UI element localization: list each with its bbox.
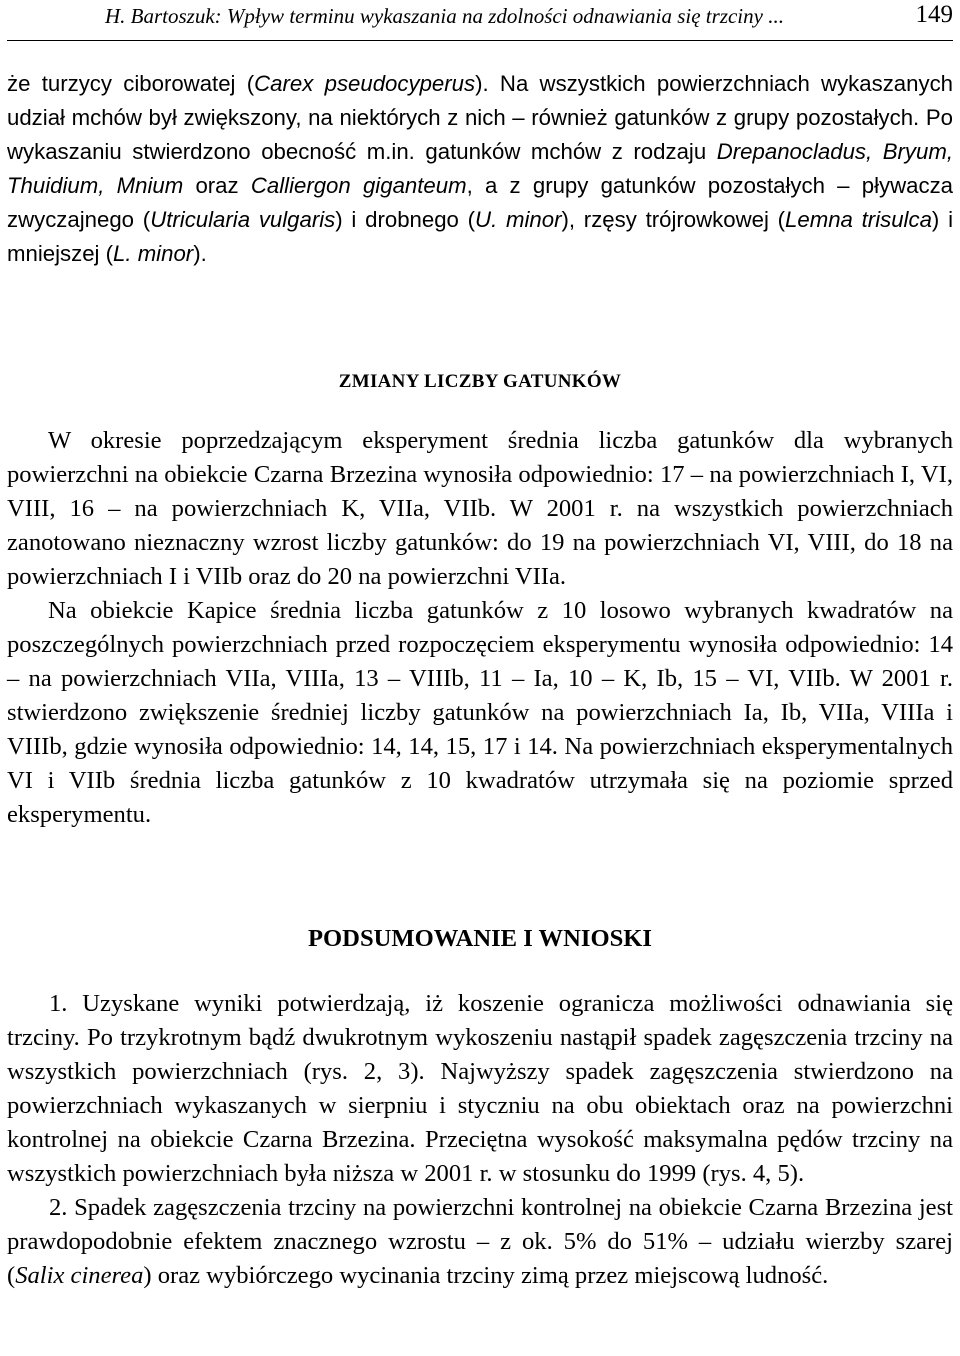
text-run: , a z grupy gatunków pozostałych – pływacza zwyczajnego ( <box>7 173 953 232</box>
species-name: Calliergon giganteum <box>250 173 467 198</box>
text-run: że turzycy ciborowatej ( <box>7 71 255 96</box>
document-page <box>7 0 954 1289</box>
conclusion-2 <box>7 1191 953 1293</box>
text-run: ) oraz wybiórczego wycinania trzciny zimą przez miejscową ludność. <box>143 1262 829 1289</box>
species-name: Utricularia vulgaris <box>150 207 336 232</box>
paragraph-kapice: Na obiekcie Kapice średnia liczba gatunków z 10 losowo wybranych kwadratów na poszczególnych powierzchniach przed rozpoczęciem eksperymentu wynosiła odpowiednio: 14 – na powierzchniach VIIa, VIIIa, 13 – VIIIb, 11 – Ia, 10 – K, Ib, 15 – VI, VIIb. W 2001 r. stwierdzono zwiększenie średniej liczby gatunków na powierzchniach Ia, Ib, VIIa, VIIIa i VIIIb, gdzie wynosiła odpowiednio: 14, 14, 15, 17 i 14. Na powierzchniach eksperymentalnych VI i VIIb średnia liczba gatunków z 10 kwadratów utrzymała się na poziomie sprzed eksperymentu. <box>7 597 953 828</box>
species-name: Drepanocladus, Bryum, Thuidium, Mnium <box>7 139 954 198</box>
section-heading-species-count: ZMIANY LICZBY GATUNKÓW <box>338 371 622 392</box>
text-run: ). <box>193 241 207 266</box>
running-head-title: H. Bartoszuk: Wpływ terminu wykaszania na zdolności odnawiania się trzciny ... <box>105 4 784 28</box>
section-heading-conclusions: PODSUMOWANIE I WNIOSKI <box>308 925 652 952</box>
text-run: ) i mniejszej ( <box>7 207 954 266</box>
running-head <box>7 0 953 41</box>
text-run: ) i drobnego ( <box>335 207 476 232</box>
species-name: U. minor <box>475 207 562 232</box>
page-number: 149 <box>915 1 953 28</box>
section-conclusions-body <box>7 987 953 1293</box>
section-species-count-body <box>7 424 953 832</box>
species-name: Lemna trisulca <box>785 207 932 232</box>
text-run: ), rzęsy trójrowkowej ( <box>561 207 786 232</box>
species-name: L. minor <box>113 241 194 266</box>
continued-paragraph <box>7 67 953 271</box>
species-name: Carex pseudocyperus <box>254 71 476 96</box>
conclusion-1: 1. Uzyskane wyniki potwierdzają, iż koszenie ogranicza możliwości odnawiania się trzciny. Po trzykrotnym bądź dwukrotnym wykoszeniu nastąpił spadek zagęszczenia trzciny na wszystkich powierzchniach (rys. 2, 3). Najwyższy spadek zagęszczenia stwierdzono na powierzchniach wykaszanych w sierpniu i styczniu na obu obiektach oraz na powierzchni kontrolnej na obiekcie Czarna Brzezina. Przeciętna wysokość maksymalna pędów trzciny na wszystkich powierzchniach była niższa w 2001 r. w stosunku do 1999 (rys. 4, 5). <box>7 990 953 1187</box>
text-run: oraz <box>183 173 251 198</box>
paragraph-czarna-brzezina: W okresie poprzedzającym eksperyment średnia liczba gatunków dla wybranych powierzchni na obiekcie Czarna Brzezina wynosiła odpowiednio: 17 – na powierzchniach I, VI, VIII, 16 – na powierzchniach K, VIIa, VIIb. W 2001 r. na wszystkich powierzchniach zanotowano nieznaczny wzrost liczby gatunków: do 19 na powierzchniach VI, VIII, do 18 na powierzchniach I i VIIb oraz do 20 na powierzchni VIIa. <box>7 427 953 590</box>
paragraph-species-mosses <box>7 67 953 271</box>
text-run: ). Na wszystkich powierzchniach wykaszanych udział mchów był zwiększony, na niektórych z nich – również gatunków z grupy pozostałych. Po wykaszaniu stwierdzono obecność m.in. gatunków mchów z rodzaju <box>7 71 953 164</box>
text-run: 2. Spadek zagęszczenia trzciny na powierzchni kontrolnej na obiekcie Czarna Brzezina jest prawdopodobnie efektem znacznego wzrostu – z ok. 5% do 51% – udziału wierzby szarej ( <box>7 1194 953 1289</box>
species-name: Salix cinerea <box>15 1262 144 1289</box>
